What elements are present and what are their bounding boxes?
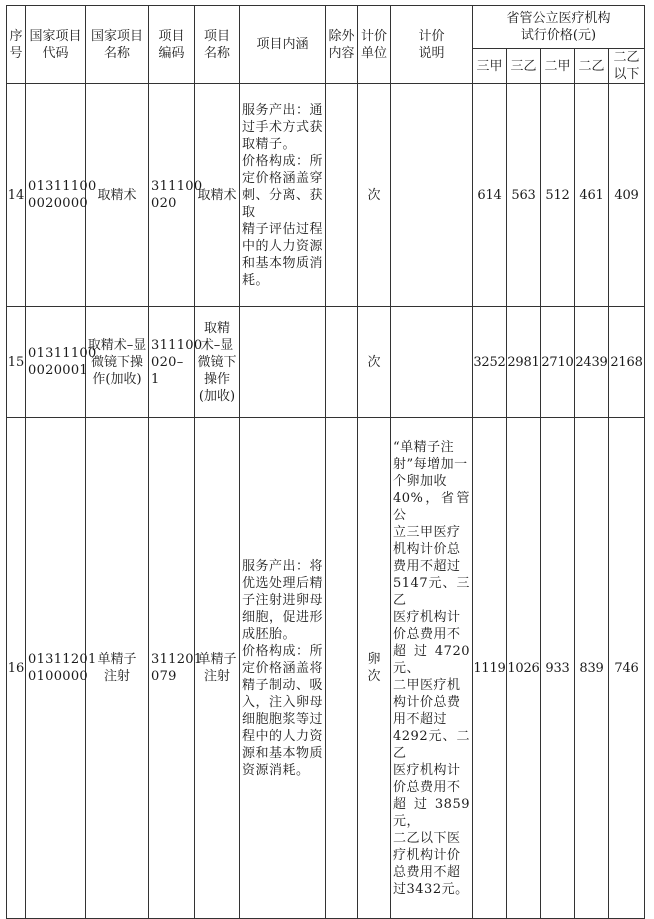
header-content: 项目内涵 <box>240 6 326 84</box>
row-note <box>391 307 473 418</box>
header-level-4: 二乙 <box>575 49 609 84</box>
row-excluded <box>326 418 358 919</box>
header-level-3: 二甲 <box>541 49 575 84</box>
row-item-name: 单精子 注射 <box>195 418 240 919</box>
row-content: 服务产出：通 过手术方式获 取精子。 价格构成：所 定价格涵盖穿 刺、分离、获取 精子评估过程 中的人力资源 和基本物质消 耗。 <box>240 84 326 307</box>
row-price-level-4: 839 <box>575 418 609 919</box>
row-national-name: 单精子 注射 <box>86 418 149 919</box>
header-national-code: 国家项目 代码 <box>26 6 86 84</box>
row-seq: 14 <box>7 84 26 307</box>
row-unit: 次 <box>358 307 391 418</box>
row-price-level-2: 2981 <box>507 307 541 418</box>
table-row <box>7 84 645 307</box>
row-national-name: 取精术–显 微镜下操 作(加收) <box>86 307 149 418</box>
header-note: 计价 说明 <box>391 6 473 84</box>
row-price-level-1: 1119 <box>473 418 507 919</box>
row-seq: 15 <box>7 307 26 418</box>
row-price-level-5: 2168 <box>609 307 645 418</box>
row-price-level-4: 461 <box>575 84 609 307</box>
row-item-code: 311100 020–1 <box>149 307 195 418</box>
row-content: 服务产出：将 优选处理后精 子注射进卵母 细胞，促进形 成胚胎。 价格构成：所 定价格涵盖将 精子制动、吸 入，注入卵母 细胞胞浆等过 程中的人力资 源和基本物质 资源消耗。 <box>240 418 326 919</box>
row-price-level-2: 1026 <box>507 418 541 919</box>
table-row <box>7 307 645 418</box>
row-price-level-1: 614 <box>473 84 507 307</box>
header-seq: 序 号 <box>7 6 26 84</box>
row-national-code: 01311201 0100000 <box>26 418 86 919</box>
row-item-name: 取精 术–显 微镜下 操作 (加收) <box>195 307 240 418</box>
row-national-code: 01311100 0020000 <box>26 84 86 307</box>
row-price-level-1: 3252 <box>473 307 507 418</box>
header-unit: 计价 单位 <box>358 6 391 84</box>
header-level-1: 三甲 <box>473 49 507 84</box>
row-price-level-3: 2710 <box>541 307 575 418</box>
row-item-code: 311201 079 <box>149 418 195 919</box>
table-body <box>7 84 645 919</box>
table-row <box>7 418 645 919</box>
row-unit: 次 <box>358 84 391 307</box>
header-item-code: 项目 编码 <box>149 6 195 84</box>
header-level-2: 三乙 <box>507 49 541 84</box>
header-excluded: 除外 内容 <box>326 6 358 84</box>
row-content <box>240 307 326 418</box>
row-item-code: 311100 020 <box>149 84 195 307</box>
price-table <box>6 5 645 919</box>
row-unit: 卵 次 <box>358 418 391 919</box>
row-price-level-2: 563 <box>507 84 541 307</box>
header-level-5: 二乙 以下 <box>609 49 645 84</box>
header-national-name: 国家项目 名称 <box>86 6 149 84</box>
row-excluded <box>326 307 358 418</box>
row-national-name: 取精术 <box>86 84 149 307</box>
row-excluded <box>326 84 358 307</box>
header-price-group: 省管公立医疗机构 试行价格(元) <box>473 6 645 49</box>
row-note <box>391 84 473 307</box>
table-header <box>7 6 645 84</box>
row-national-code: 01311100 0020001 <box>26 307 86 418</box>
header-item-name: 项目 名称 <box>195 6 240 84</box>
row-price-level-3: 512 <box>541 84 575 307</box>
row-price-level-5: 746 <box>609 418 645 919</box>
row-price-level-4: 2439 <box>575 307 609 418</box>
row-note: “单精子注 射”每增加一 个卵加收 40%，省管公 立三甲医疗 机构计价总 费用不超过 5147元、三乙 医疗机构计 价总费用不 超过4720元、 二甲医疗机 构计价总费 用不超过 4292元、二乙 医疗机构计 价总费用不 超过3859元， 二乙以下医 疗机构计价 总费用不超 过3432元。 <box>391 418 473 919</box>
row-price-level-5: 409 <box>609 84 645 307</box>
row-price-level-3: 933 <box>541 418 575 919</box>
row-seq: 16 <box>7 418 26 919</box>
row-item-name: 取精术 <box>195 84 240 307</box>
